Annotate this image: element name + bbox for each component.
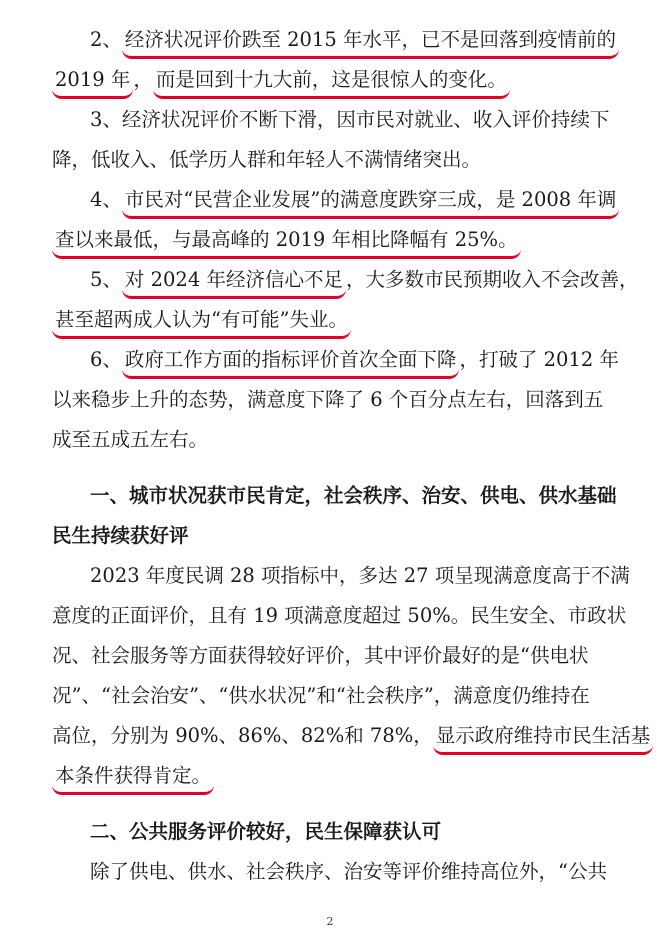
highlighted-text: 甚至超两成人认为“有可能”失业。 — [52, 308, 351, 339]
highlighted-text: 经济状况评价跌至 2015 年水平，已不是回落到疫情前的 — [122, 28, 619, 59]
text-line — [0, 852, 660, 892]
section-heading-line — [0, 516, 660, 556]
text-line — [0, 716, 660, 756]
highlighted-text: 对 2024 年经济信心不足 — [122, 268, 346, 299]
text-segment: 除了供电、供水、社会秩序、治安等评价维持高位外，“公共 — [90, 860, 607, 883]
text-line — [0, 340, 660, 380]
text-segment: 以来稳步上升的态势，满意度下降了 6 个百分点左右，回落到五 — [52, 388, 604, 411]
text-segment: 降，低收入、低学历人群和年轻人不满情绪突出。 — [52, 148, 482, 171]
highlighted-text: 而是回到十九大前，这是很惊人的变化。 — [153, 68, 510, 99]
text-line — [0, 260, 660, 300]
page-number: 2 — [326, 915, 334, 928]
highlighted-text: 2019 年 — [52, 68, 133, 99]
text-segment: 况、社会服务等方面获得较好评价，其中评价最好的是“供电状 — [52, 644, 589, 667]
text-line — [0, 596, 660, 636]
text-segment: 一、城市状况获市民肯定，社会秩序、治安、供电、供水基础 — [90, 484, 617, 507]
highlighted-text: 本条件获得肯定。 — [52, 764, 214, 795]
text-segment: 高位，分别为 90%、86%、82%和 78%， — [52, 724, 433, 747]
text-segment: 况”、“社会治安”、“供水状况”和“社会秩序”，满意度仍维持在 — [52, 684, 590, 707]
text-segment: 意度的正面评价，且有 19 项满意度超过 50%。民生安全、市政状 — [52, 604, 627, 627]
text-line — [0, 676, 660, 716]
text-line — [0, 60, 660, 100]
text-line — [0, 100, 660, 140]
text-line — [0, 180, 660, 220]
text-segment: 6、 — [90, 348, 122, 371]
text-line — [0, 420, 660, 460]
text-segment: ，打破了 2012 年 — [459, 348, 619, 371]
text-segment: 4、 — [90, 188, 122, 211]
text-segment: ，大多数市民预期收入不会改善， — [345, 268, 639, 291]
text-segment: 5、 — [90, 268, 122, 291]
highlighted-text: 显示政府维持市民生活基 — [433, 724, 654, 755]
section-heading-line — [0, 476, 660, 516]
text-segment: 2、 — [90, 28, 122, 51]
text-line — [0, 380, 660, 420]
highlighted-text: 市民对“民营企业发展”的满意度跌穿三成，是 2008 年调 — [122, 188, 619, 219]
text-segment: 民生持续获好评 — [52, 524, 189, 547]
text-segment: 二、公共服务评价较好，民生保障获认可 — [90, 820, 442, 843]
text-line — [0, 756, 660, 796]
text-line — [0, 20, 660, 60]
text-segment: 成至五成五左右。 — [52, 428, 209, 451]
text-segment: 3、经济状况评价不断下滑，因市民对就业、收入评价持续下 — [90, 108, 610, 131]
highlighted-text: 政府工作方面的指标评价首次全面下降 — [122, 348, 460, 379]
text-line — [0, 636, 660, 676]
text-line — [0, 220, 660, 260]
highlighted-text: 查以来最低，与最高峰的 2019 年相比降幅有 25%。 — [52, 228, 521, 259]
text-segment: 2023 年度民调 28 项指标中，多达 27 项呈现满意度高于不满 — [90, 564, 630, 587]
text-line — [0, 556, 660, 596]
text-segment: ， — [133, 68, 153, 91]
text-line — [0, 140, 660, 180]
section-heading-line — [0, 812, 660, 852]
text-line — [0, 300, 660, 340]
